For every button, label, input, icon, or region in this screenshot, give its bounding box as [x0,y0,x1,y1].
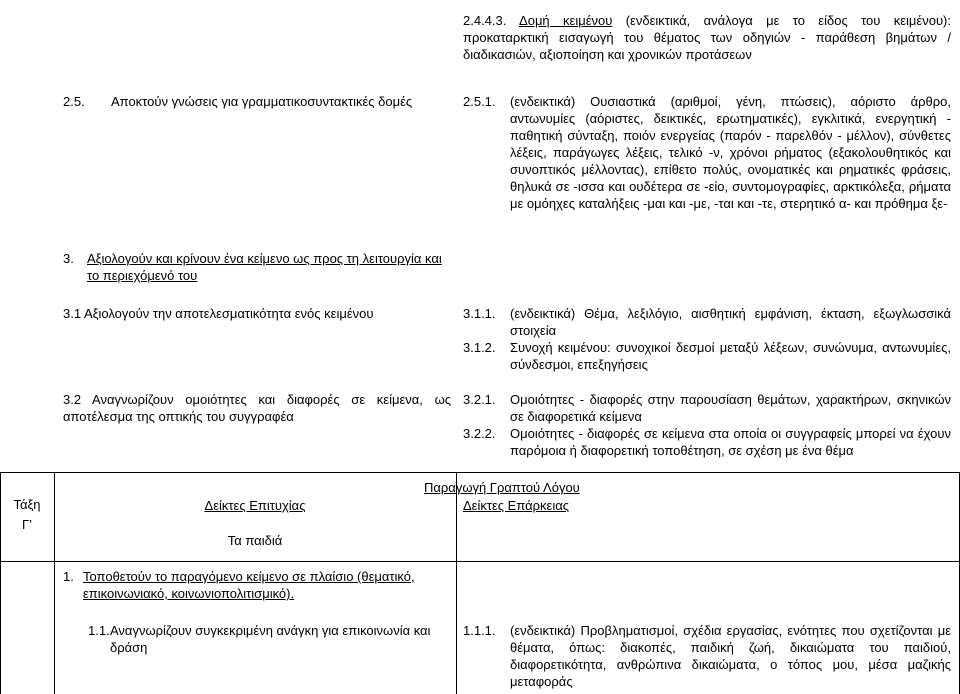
header-bottom-border [0,561,960,562]
goal-3 [63,250,451,284]
success-indicators-heading: Δείκτες Επιτυχίας [204,498,306,513]
indicator-3-2-2-text: Ομοιότητες - διαφορές σε κείμενα στα οποία οι συγγραφείς μπορεί να έχουν παρόμοια ή διαφορετική τοποθέτηση, σε σχέση με ένα θέμα [510,426,951,458]
goal-3-2 [63,391,451,425]
goal-2-5-text: Αποκτούν γνώσεις για γραμματικοσυντακτικές δομές [111,94,413,109]
indicator-3-1-2-number: 3.1.2. [463,340,496,355]
adequacy-indicators-heading: Δείκτες Επάρκειας [463,498,570,513]
children-heading: Τα παιδιά [227,533,283,548]
header-top-border [0,472,960,473]
indicator-1-1-1-text: (ενδεικτικά) Προβληματισμοί, σχέδια εργασίας, ενότητες που σχετίζονται με θέματα, όπως: διακοπές, παιδική ζωή, δικαιώματα του παιδιού, διαφορετικότητα, ανθρώπινα δικαιώματα, ο τόπος μου, μέσα μαζικής μεταφοράς [510,623,951,689]
indicator-3-1-1-text: (ενδεικτικά) Θέμα, λεξιλόγιο, αισθητική εμφάνιση, έκταση, εξωγλωσσικά στοιχεία [510,306,951,338]
indicator-2-5-1-text: (ενδεικτικά) Ουσιαστικά (αριθμοί, γένη, πτώσεις), αόριστο άρθρο, αντωνυμίες (αόριστες, δεικτικές, ερωτηματικές), εγκλιτικά, ενεργητική - παθητική σύνταξη, ποιόν ενεργείας (παρόν - παρελθόν - μέλλον), σύνθετες λέξεις, παράγωγες λέξεις, τελικό -ν, χρόνοι ρήματος (εξακολουθητικός και συνοπτικός μέλλοντας), επίθετο πολύς, ονοματικές και ρηματικές φράσεις, θηλυκά σε -ισσα και ουδέτερα σε -είο, συντομογραφίες, αρκτικόλεξα, ρήματα με ομόηχες καταλήξεις -μαι και -με, -ται και -τε, στερητικό α- και πρόθημα ξε- [510,94,951,211]
indicator-3-1-1 [463,305,951,339]
structure-item-number: 2.4.4.3. [463,13,507,28]
goal-3-number: 3. [63,251,74,266]
goal-3-2-text: Αναγνωρίζουν ομοιότητες και διαφορές σε κείμενα, ως αποτέλεσμα της οπτικής του συγγραφέα [63,392,451,424]
goal-1-1 [88,622,451,656]
goal-3-1 [63,305,451,322]
goal-3-1-text: Αξιολογούν την αποτελεσματικότητα ενός κειμένου [83,306,374,321]
grade-header [0,496,54,533]
goal-1-1-text: Αναγνωρίζουν συγκεκριμένη ανάγκη για επικοινωνία και δράση [110,623,431,655]
goal-1-text: Τοποθετούν το παραγόμενο κείμενο σε πλαίσιο (θεματικό, επικοινωνιακό, κοινωνιοπολιτισμικό). [83,569,415,601]
goal-1-number: 1. [63,569,74,584]
indicator-3-2-2-number: 3.2.2. [463,426,496,441]
indicator-3-2-1 [463,391,951,425]
goal-2-5 [63,93,448,110]
goal-1-1-number: 1.1. [88,623,110,638]
column-divider-main [456,472,457,694]
indicator-2-5-1-number: 2.5.1. [463,94,496,109]
indicator-3-1-2 [463,339,951,373]
indicator-1-1-1-number: 1.1.1. [463,623,496,638]
goal-2-5-number: 2.5. [63,94,85,109]
goal-3-2-number: 3.2 [63,392,82,407]
grade-label: Τάξη [13,497,41,512]
indicator-3-2-2 [463,425,951,459]
structure-item-title: Δομή κειμένου [519,13,613,28]
indicator-3-2-1-text: Ομοιότητες - διαφορές στην παρουσίαση θεμάτων, χαρακτήρων, σκηνικών σε διαφορετικά κείμενα [510,392,951,424]
indicator-1-1-1 [463,622,951,690]
indicator-2-5-1 [463,93,951,212]
grade-value: Γ’ [21,517,33,532]
goal-1 [63,568,451,602]
indicator-3-1-1-number: 3.1.1. [463,306,496,321]
structure-item-text: (ενδεικτικά, ανάλογα με το είδος του κειμένου): προκαταρκτική εισαγωγή του θέματος των οδηγιών - παράθεση βημάτων / διαδικασιών, αξιοποίηση και χρονικών προτάσεων [463,13,951,62]
goal-3-1-number: 3.1 [63,306,82,321]
indicator-3-2-1-number: 3.2.1. [463,392,496,407]
section-title: Παραγωγή Γραπτού Λόγου [424,480,580,495]
structure-item [463,12,951,63]
goal-3-text: Αξιολογούν και κρίνουν ένα κείμενο ως προς τη λειτουργία και το περιεχόμενό του [87,251,442,283]
indicator-3-1-2-text: Συνοχή κειμένου: συνοχικοί δεσμοί μεταξύ λέξεων, συνώνυμα, αντωνυμίες, σύνδεσμοι, επεξηγήσεις [510,340,951,372]
